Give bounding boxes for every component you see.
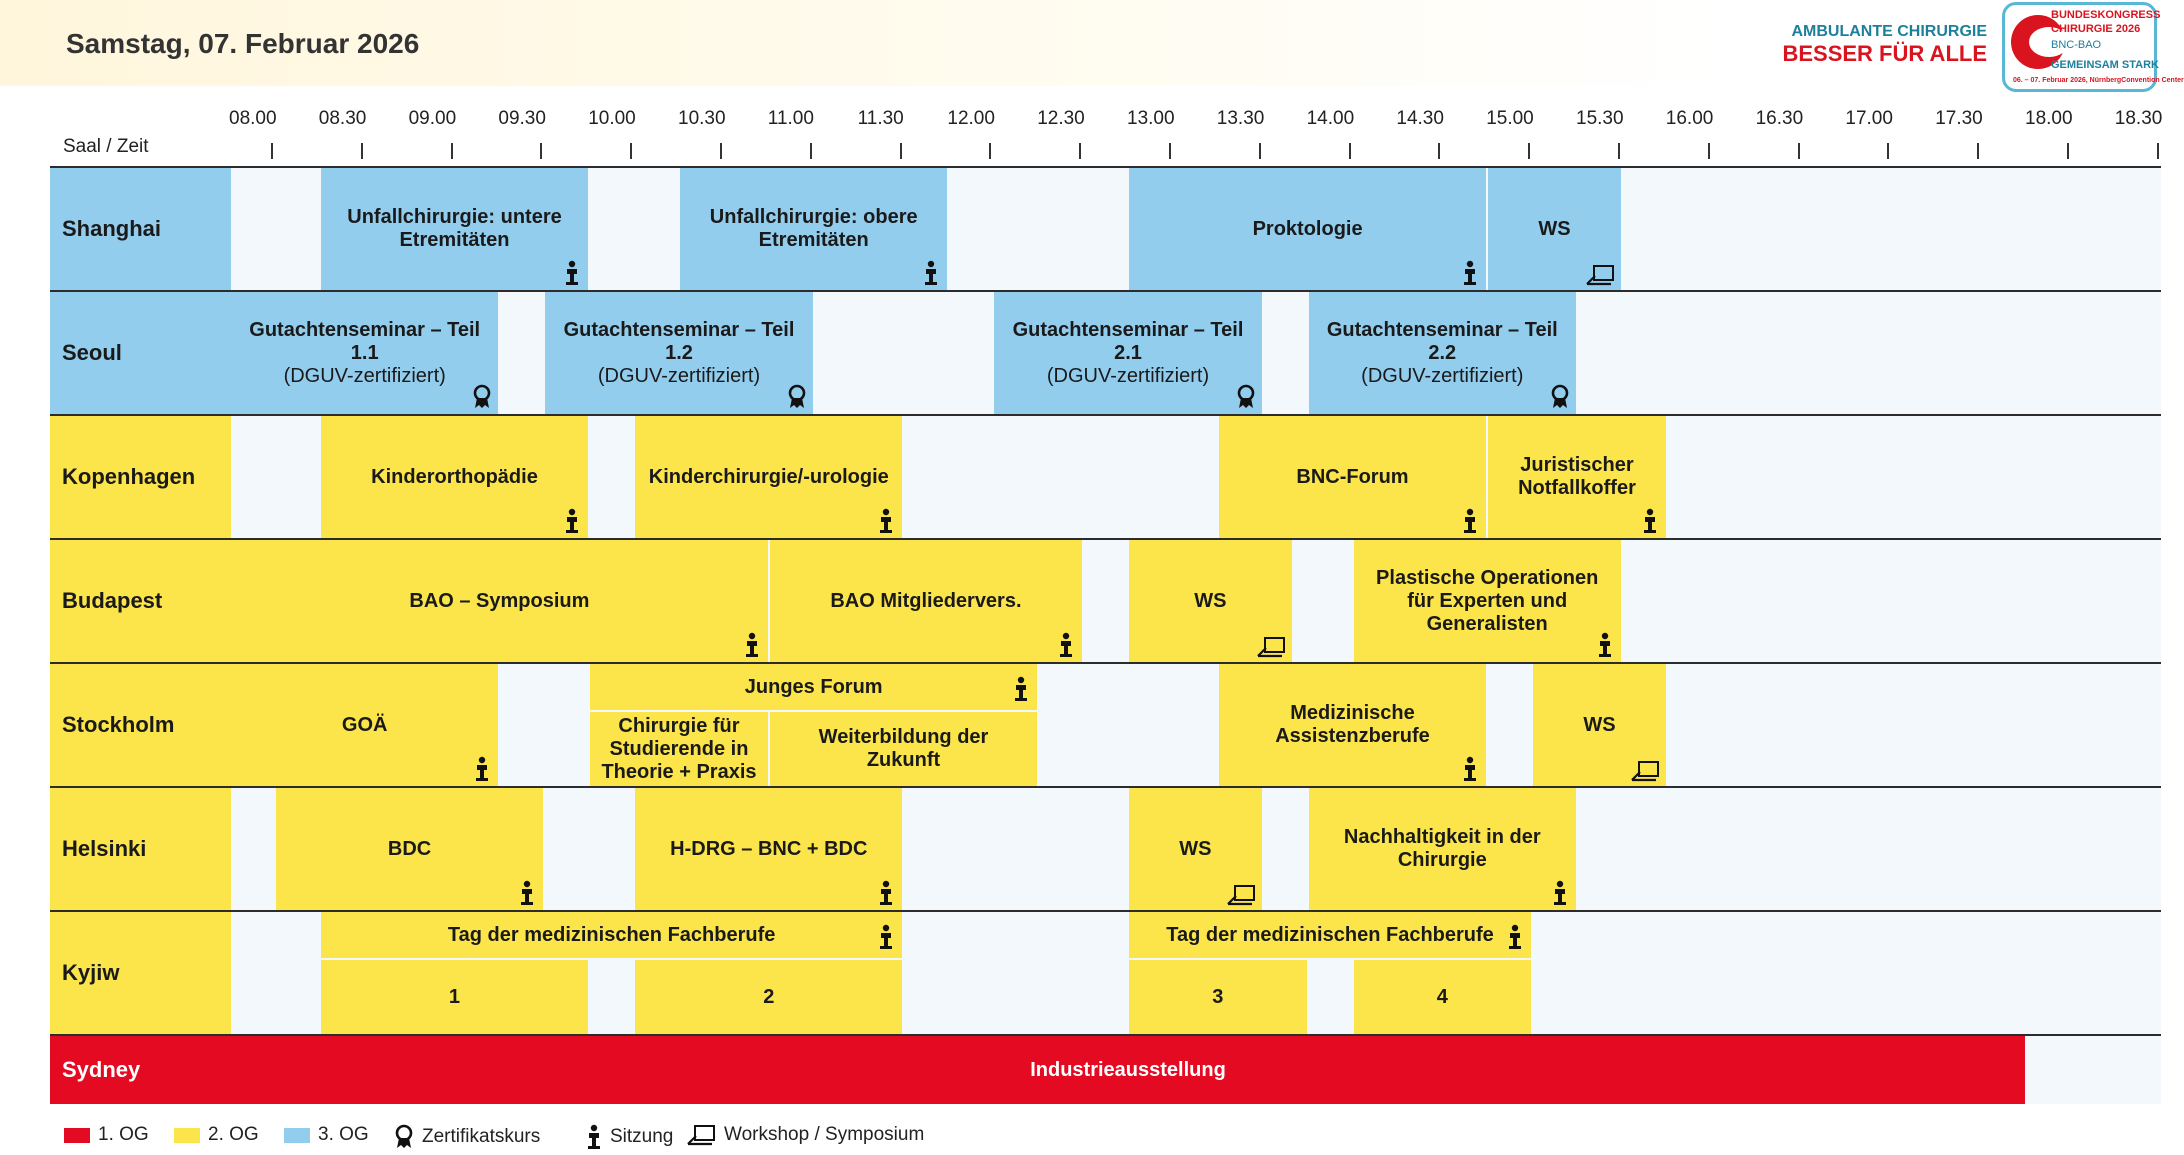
session-title: Tag der medizinischen Fachberufe <box>447 923 776 946</box>
legend-floor1 <box>64 1124 149 1146</box>
session-block[interactable] <box>1533 664 1666 786</box>
legend-certificate-label: Zertifikatskurs <box>422 1126 541 1147</box>
podium-icon <box>876 880 896 906</box>
time-label: 12.00 <box>947 108 995 129</box>
room-row-kyjiw <box>50 912 2161 1034</box>
time-tick <box>2067 143 2069 159</box>
session-subtitle: (DGUV-zertifiziert) <box>283 364 446 387</box>
podium-icon <box>921 260 941 286</box>
session-title: BNC-Forum <box>1296 465 1409 488</box>
room-label: Sydney <box>50 1036 231 1104</box>
session-title: Proktologie <box>1252 217 1363 240</box>
podium-icon <box>742 632 762 658</box>
time-label: 18.00 <box>2025 108 2073 129</box>
logo-text-5: 06. – 07. Februar 2026, NürnbergConvention Center <box>2013 77 2184 84</box>
time-label: 14.30 <box>1396 108 1444 129</box>
session-title: Weiterbildung der Zukunft <box>818 726 989 771</box>
session-title: BAO – Symposium <box>409 589 590 612</box>
session-block[interactable] <box>231 292 498 414</box>
session-title: BAO Mitgliedervers. <box>830 589 1022 612</box>
room-label: Stockholm <box>50 664 231 786</box>
session-title: BDC <box>387 837 432 860</box>
session-block[interactable] <box>994 292 1261 414</box>
time-tick <box>1259 143 1261 159</box>
session-block[interactable] <box>635 416 902 538</box>
room-row-helsinki <box>50 788 2161 910</box>
time-tick <box>1618 143 1620 159</box>
session-block[interactable] <box>1354 540 1621 662</box>
session-block[interactable] <box>1129 960 1307 1034</box>
session-block[interactable] <box>1219 664 1486 786</box>
session-title: Gutachtenseminar – Teil 1.1 (DGUV-zertifiziert) <box>241 319 488 388</box>
time-label: 18.30 <box>2114 108 2163 129</box>
session-title: 1 <box>448 985 461 1008</box>
session-title: 4 <box>1436 985 1448 1008</box>
session-title: 3 <box>1212 985 1224 1008</box>
time-tick <box>1708 143 1710 159</box>
time-label: 15.30 <box>1576 108 1624 129</box>
brand-line2: BESSER FÜR ALLE <box>1782 41 1987 67</box>
session-title: Industrieausstellung <box>1030 1058 1226 1081</box>
time-tick <box>1079 143 1081 159</box>
session-block[interactable] <box>590 712 768 786</box>
time-tick <box>1887 143 1889 159</box>
time-tick <box>361 143 363 159</box>
session-title: Junges Forum <box>744 675 883 698</box>
time-label: 09.00 <box>408 108 457 129</box>
time-label: 14.00 <box>1306 108 1355 129</box>
room-row-shanghai <box>50 168 2161 290</box>
certificate-icon <box>394 1124 414 1150</box>
workshop-icon <box>1256 636 1286 658</box>
session-title: Unfallchirurgie: untere Etremitäten <box>347 206 562 251</box>
time-label: 13.30 <box>1216 108 1265 129</box>
legend-session <box>586 1124 673 1150</box>
time-label: 11.00 <box>767 108 814 129</box>
floor2-swatch <box>174 1128 200 1143</box>
room-row-stockholm <box>50 664 2161 786</box>
certificate-icon <box>472 384 492 410</box>
time-tick <box>630 143 632 159</box>
brand-slogan <box>1782 22 1987 68</box>
podium-icon <box>562 508 582 534</box>
session-subtitle: (DGUV-zertifiziert) <box>597 364 761 387</box>
time-label: 16.30 <box>1755 108 1804 129</box>
session-block[interactable] <box>231 664 498 786</box>
podium-icon <box>876 508 896 534</box>
legend-floor3-label: 3. OG <box>318 1124 369 1145</box>
legend-floor3 <box>284 1124 369 1146</box>
session-title: Unfallchirurgie: obere Etremitäten <box>709 206 918 251</box>
brand-line1: AMBULANTE CHIRURGIE <box>1791 23 1987 40</box>
workshop-icon <box>1585 264 1615 286</box>
session-block[interactable] <box>1219 416 1486 538</box>
session-block[interactable] <box>231 1036 2025 1104</box>
time-tick <box>1798 143 1800 159</box>
session-block[interactable] <box>1354 960 1532 1034</box>
podium-icon <box>1505 924 1525 950</box>
podium-icon <box>1056 632 1076 658</box>
session-title: WS <box>1583 713 1616 736</box>
corner-label: Saal / Zeit <box>63 136 149 157</box>
time-label: 12.30 <box>1037 108 1085 129</box>
logo-text-3: BNC-BAO <box>2051 39 2102 51</box>
time-tick <box>1528 143 1530 159</box>
time-tick <box>1349 143 1351 159</box>
congress-logo <box>2002 2 2184 92</box>
session-block[interactable] <box>770 540 1082 662</box>
session-title: H-DRG – BNC + BDC <box>670 837 868 860</box>
podium-icon <box>586 1124 602 1150</box>
session-block[interactable] <box>770 712 1037 786</box>
time-tick <box>810 143 812 159</box>
session-title: Medizinische Assistenzberufe <box>1275 702 1430 747</box>
time-axis <box>0 86 2161 168</box>
time-tick <box>1169 143 1171 159</box>
podium-icon <box>1550 880 1570 906</box>
session-block[interactable] <box>1488 416 1666 538</box>
session-title: WS <box>1179 837 1212 860</box>
session-block[interactable] <box>635 960 902 1034</box>
session-title: Gutachtenseminar – Teil 2.1 (DGUV-zertifiziert) <box>1004 319 1251 388</box>
room-row-budapest <box>50 540 2161 662</box>
room-row-kopenhagen <box>50 416 2161 538</box>
session-title: WS <box>1538 217 1571 240</box>
session-title: Plastische Operationen für Experten und Generalisten <box>1376 566 1599 635</box>
legend-floor2-label: 2. OG <box>208 1124 259 1145</box>
session-subtitle: (DGUV-zertifiziert) <box>1361 364 1524 387</box>
legend-workshop <box>686 1124 924 1146</box>
time-tick <box>2157 143 2159 159</box>
session-title: WS <box>1194 589 1227 612</box>
workshop-icon <box>686 1124 716 1146</box>
legend-floor1-label: 1. OG <box>98 1124 149 1145</box>
certificate-icon <box>787 384 807 410</box>
room-label: Shanghai <box>50 168 231 290</box>
legend-workshop-label: Workshop / Symposium <box>724 1124 925 1145</box>
session-block[interactable] <box>1309 788 1576 910</box>
time-label: 11.30 <box>857 108 904 129</box>
time-tick <box>540 143 542 159</box>
podium-icon <box>472 756 492 782</box>
page-title: Samstag, 07. Februar 2026 <box>66 28 420 59</box>
session-block[interactable] <box>1309 292 1576 414</box>
session-block[interactable] <box>590 664 1037 710</box>
session-block[interactable] <box>1488 168 1621 290</box>
session-block[interactable] <box>680 168 947 290</box>
legend-floor2 <box>174 1124 259 1146</box>
podium-icon <box>1640 508 1660 534</box>
session-title: Nachhaltigkeit in der Chirurgie <box>1343 826 1541 871</box>
time-tick <box>451 143 453 159</box>
row-background <box>231 664 2161 786</box>
certificate-icon <box>1236 384 1256 410</box>
time-label: 08.30 <box>318 108 367 129</box>
time-label: 17.30 <box>1935 108 1983 129</box>
session-title: Chirurgie für Studierende in Theorie + Praxis <box>601 714 757 783</box>
time-label: 09.30 <box>498 108 546 129</box>
logo-text-1: BUNDESKONGRESS <box>2051 9 2161 21</box>
podium-icon <box>1460 756 1480 782</box>
time-tick <box>720 143 722 159</box>
floor3-swatch <box>284 1128 310 1143</box>
session-block[interactable] <box>321 912 903 958</box>
workshop-icon <box>1226 884 1256 906</box>
session-block[interactable] <box>321 416 588 538</box>
room-label: Seoul <box>50 292 231 414</box>
time-label: 16.00 <box>1665 108 1714 129</box>
session-block[interactable] <box>276 788 543 910</box>
session-title: Tag der medizinischen Fachberufe <box>1166 923 1494 946</box>
room-label: Helsinki <box>50 788 231 910</box>
time-tick <box>1438 143 1440 159</box>
room-label: Kyjiw <box>50 912 231 1034</box>
podium-icon <box>562 260 582 286</box>
header-band <box>0 0 2184 86</box>
session-block[interactable] <box>1129 912 1531 958</box>
room-row-seoul <box>50 292 2161 414</box>
room-row-sydney <box>50 1036 2161 1104</box>
session-block[interactable] <box>1129 540 1292 662</box>
time-tick <box>271 143 273 159</box>
time-tick <box>1977 143 1979 159</box>
podium-icon <box>876 924 896 950</box>
logo-text-2: CHIRURGIE 2026 <box>2051 23 2141 35</box>
session-title: Gutachtenseminar – Teil 2.2 (DGUV-zertifiziert) <box>1319 319 1566 388</box>
time-tick <box>900 143 902 159</box>
workshop-icon <box>1630 760 1660 782</box>
time-label: 08.00 <box>229 108 277 129</box>
session-block[interactable] <box>1129 168 1486 290</box>
logo-text-4: GEMEINSAM STARK <box>2051 59 2159 71</box>
room-label: Budapest <box>50 540 231 662</box>
session-block[interactable] <box>545 292 812 414</box>
session-subtitle: (DGUV-zertifiziert) <box>1046 364 1210 387</box>
podium-icon <box>1460 508 1480 534</box>
podium-icon <box>1595 632 1615 658</box>
podium-icon <box>517 880 537 906</box>
session-title: Kinderorthopädie <box>371 465 538 488</box>
session-title: Juristischer Notfallkoffer <box>1518 454 1636 499</box>
time-label: 10.00 <box>588 108 636 129</box>
session-block[interactable] <box>321 168 588 290</box>
podium-icon <box>1460 260 1480 286</box>
session-title: 2 <box>763 985 775 1008</box>
session-title: Kinderchirurgie/-urologie <box>648 465 889 488</box>
session-title: Gutachtenseminar – Teil 1.2 (DGUV-zertifiziert) <box>555 319 802 388</box>
time-label: 10.30 <box>678 108 726 129</box>
legend-certificate <box>394 1124 540 1150</box>
podium-icon <box>1011 676 1031 702</box>
session-block[interactable] <box>1129 788 1262 910</box>
session-block[interactable] <box>321 960 588 1034</box>
certificate-icon <box>1550 384 1570 410</box>
time-label: 15.00 <box>1486 108 1534 129</box>
session-block[interactable] <box>635 788 902 910</box>
floor1-swatch <box>64 1128 90 1143</box>
session-title: GOÄ <box>341 713 388 736</box>
legend-session-label: Sitzung <box>610 1126 674 1147</box>
session-block[interactable] <box>231 540 768 662</box>
time-tick <box>989 143 991 159</box>
time-label: 17.00 <box>1845 108 1893 129</box>
time-label: 13.00 <box>1127 108 1175 129</box>
room-label: Kopenhagen <box>50 416 231 538</box>
